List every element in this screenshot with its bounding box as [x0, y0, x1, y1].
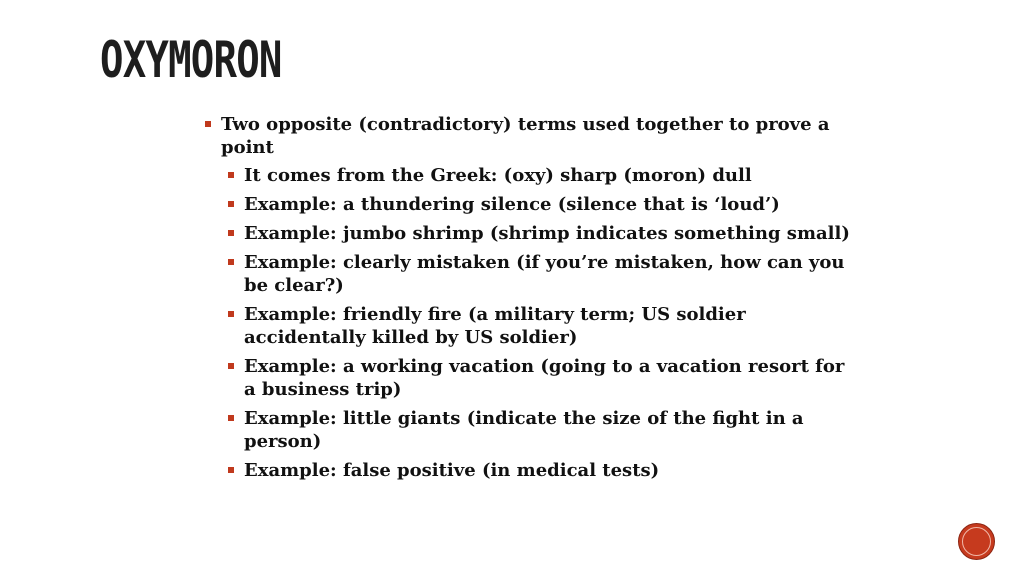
sub-bullet-item	[228, 355, 855, 401]
bullet-list	[205, 113, 855, 488]
square-bullet-icon	[228, 172, 234, 178]
sub-bullet-item	[228, 222, 855, 245]
sub-bullet-text: Example: little giants (indicate the size of the fight in a person)	[244, 408, 804, 452]
sub-bullet-item	[228, 407, 855, 453]
sub-bullet-item	[228, 193, 855, 216]
badge-ring	[962, 527, 991, 556]
square-bullet-icon	[228, 311, 234, 317]
sub-bullet-text: Example: friendly fire (a military term; US soldier accidentally killed by US soldier)	[244, 304, 746, 348]
bullet-text: Two opposite (contradictory) terms used together to prove a point	[221, 114, 830, 158]
square-bullet-icon	[205, 121, 211, 127]
square-bullet-icon	[228, 259, 234, 265]
sub-bullet-text: It comes from the Greek: (oxy) sharp (moron) dull	[244, 165, 752, 186]
slide-title: OXYMORON	[100, 31, 282, 89]
sub-bullet-item	[228, 459, 855, 482]
sub-bullet-item	[228, 251, 855, 297]
square-bullet-icon	[228, 415, 234, 421]
square-bullet-icon	[228, 363, 234, 369]
sub-bullet-text: Example: a working vacation (going to a vacation resort for a business trip)	[244, 356, 845, 400]
square-bullet-icon	[228, 201, 234, 207]
sub-bullet-item	[228, 164, 855, 187]
sub-bullet-text: Example: jumbo shrimp (shrimp indicates something small)	[244, 223, 850, 244]
sub-bullet-item	[228, 303, 855, 349]
sub-bullet-text: Example: clearly mistaken (if you’re mistaken, how can you be clear?)	[244, 252, 845, 296]
sub-bullet-text: Example: a thundering silence (silence that is ‘loud’)	[244, 194, 780, 215]
sub-bullet-text: Example: false positive (in medical tests)	[244, 460, 660, 481]
slide-number-badge-icon	[958, 523, 995, 560]
square-bullet-icon	[228, 467, 234, 473]
square-bullet-icon	[228, 230, 234, 236]
bullet-item	[205, 113, 855, 159]
